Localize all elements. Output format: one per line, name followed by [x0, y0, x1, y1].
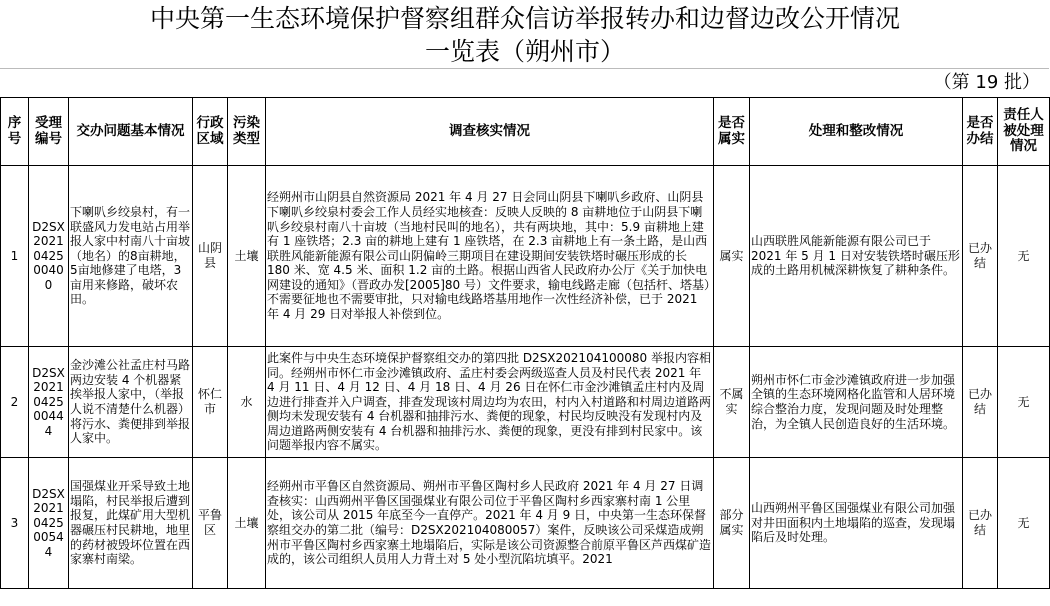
cell-investigation — [266, 347, 714, 458]
header-investigation: 调查核实情况 — [266, 98, 714, 166]
header-closed: 是否办结 — [963, 98, 998, 166]
cell-pollution: 土壤 — [228, 166, 266, 347]
investigation-text: 经朔州市平鲁区自然资源局、朔州市平鲁区陶村乡人民政府 2021 年 4 月 27 日调查核实：山西朔州平鲁区国强煤业有限公司位于平鲁区陶村乡西家寨村南 1 公里处，该公司从 2015 年底至今一直停产。2021 年 4 月 9 日，中央第一生态环保督察组交办的第二批（编号：D2SX202104080057）案件，反映该公司采煤造成朔州市平鲁区陶村乡西家寨土地塌陷后，实际是该公司资源整合前原平鲁区芦西煤矿造成的，该公司组织人员用人力背土对 5 处小型沉陷坑填平。2021 — [267, 479, 712, 567]
header-id: 受理编号 — [29, 98, 69, 166]
header-region: 行政区域 — [193, 98, 228, 166]
cell-accountable: 无 — [998, 458, 1050, 589]
title-line-1: 中央第一生态环境保护督察组群众信访举报转办和边督边改公开情况 — [149, 4, 900, 33]
cell-id: D2SX2021042500400 — [29, 166, 69, 347]
cell-handling — [750, 166, 963, 347]
cell-seq: 1 — [1, 166, 29, 347]
cell-region: 平鲁区 — [193, 458, 228, 589]
investigation-text: 经朔州市山阴县自然资源局 2021 年 4 月 27 日会同山阴县下喇叭乡政府、山阴县下喇叭乡绞泉村委会工作人员经实地核查：反映人反映的 8 亩耕地位于山阴县下喇叭乡绞泉村南八十亩坡（当地村民叫的地名），共有两块地，其中：5.9 亩耕地上建有 1 座铁塔；2.3 亩的耕地上建有 1 座铁塔，在 2.3 亩耕地上有一条土路，是山西联胜风能新能源有限公司山阴偏岭三期项目在建设期间安装铁塔时碾压形成的长 180 米、宽 4.5 米、面积 1.2 亩的土路。根据山西省人民政府办公厅《关于加快电网建设的通知》（晋政办发[2005]80 号）文件要求，输电线路走廊（包括杆、塔基）不需要征地也不需要审批，只对输电线路塔基用地作一次性经济补偿，已于 2021 年 4 月 29 日对举报人补偿到位。 — [267, 190, 710, 322]
table-row — [1, 166, 1050, 347]
header-issue: 交办问题基本情况 — [69, 98, 193, 166]
header-accountable: 责任人被处理情况 — [998, 98, 1050, 166]
handling-text: 山西联胜风能新能源有限公司已于 2021 年 5 月 1 日对安装铁塔时碾压形成的土路用机械深耕恢复了耕种条件。 — [751, 234, 960, 278]
issue-text: 国强煤业开采导致土地塌陷，村民举报后遭到报复，此煤矿用大型机器碾压村民耕地，地里的药材被毁坏位置在西家寨村南梁。 — [70, 479, 191, 567]
cell-accountable: 无 — [998, 166, 1050, 347]
cell-seq: 3 — [1, 458, 29, 589]
cell-id: D2SX2021042500544 — [29, 458, 69, 589]
cell-closed: 已办结 — [963, 458, 998, 589]
investigation-text: 此案件与中央生态环境保护督察组交办的第四批 D2SX202104100080 举报内容相同。经朔州市怀仁市金沙滩镇政府、孟庄村委会两级巡查人员及村民代表 2021 年 4 月 11 日、4 月 12 日、4 月 18 日、4 月 26 日在怀仁市金沙滩镇孟庄村内及周边进行排查并入户调查，排查发现该村周边均为农田，村内入村道路和村周边道路两侧均未发现安装有 4 台机器和抽排污水、粪便的现象，村民均反映没有发现村内及周边道路两侧安装有 4 台机器和抽排污水、粪便的现象，更没有排到村民家中。该问题举报内容不属实。 — [267, 350, 712, 453]
cell-issue — [69, 347, 193, 458]
report-table — [0, 97, 1050, 589]
batch-label: （第 19 批） — [933, 72, 1040, 93]
cell-issue — [69, 166, 193, 347]
table-row — [1, 458, 1050, 589]
cell-verified: 属实 — [714, 166, 750, 347]
handling-text: 朔州市怀仁市金沙滩镇政府进一步加强全镇的生态环境网格化监管和人居环境综合整治力度，发现问题及时处理整治，为全镇人民创造良好的生活环境。 — [751, 372, 956, 431]
title-line-2: 一览表（朔州市） — [424, 37, 625, 66]
cell-handling — [750, 458, 963, 589]
cell-investigation — [266, 166, 714, 347]
title-divider — [0, 68, 1049, 69]
issue-text: 金沙滩公社孟庄村马路两边安装 4 个机器紧挨举报人家中，（举报人说不清楚什么机器）将污水、粪便排到举报人家中。 — [70, 358, 191, 446]
table-row — [1, 347, 1050, 458]
header-verified: 是否属实 — [714, 98, 750, 166]
cell-pollution: 水 — [228, 347, 266, 458]
handling-text: 山西朔州平鲁区国强煤业有限公司加强对井田面积内土地塌陷的巡查，发现塌陷后及时处理。 — [751, 501, 956, 545]
cell-investigation — [266, 458, 714, 589]
page-title — [0, 2, 1050, 68]
header-seq: 序号 — [1, 98, 29, 166]
cell-region: 怀仁市 — [193, 347, 228, 458]
cell-closed: 已办结 — [963, 166, 998, 347]
header-row — [1, 98, 1050, 166]
cell-pollution: 土壤 — [228, 458, 266, 589]
cell-verified: 部分属实 — [714, 458, 750, 589]
cell-id: D2SX2021042500444 — [29, 347, 69, 458]
cell-seq: 2 — [1, 347, 29, 458]
cell-issue — [69, 458, 193, 589]
cell-region: 山阴县 — [193, 166, 228, 347]
cell-handling — [750, 347, 963, 458]
cell-accountable: 无 — [998, 347, 1050, 458]
cell-closed: 已办结 — [963, 347, 998, 458]
cell-verified: 不属实 — [714, 347, 750, 458]
header-pollution: 污染类型 — [228, 98, 266, 166]
issue-text: 下喇叭乡绞泉村，有一联盛风力发电站占用举报人家中村南八十亩坡（地名）的8亩耕地，5亩地修建了电塔，3亩用来修路，破坏农田。 — [70, 204, 191, 307]
header-handling: 处理和整改情况 — [750, 98, 963, 166]
